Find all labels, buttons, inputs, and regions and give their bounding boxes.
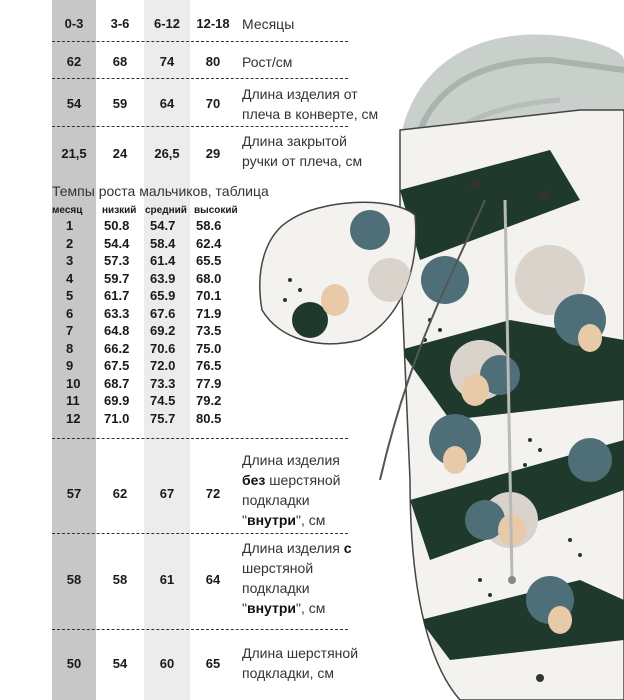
growth-cell: 69.2	[150, 323, 176, 338]
cell: 62	[66, 54, 82, 69]
label-length-envelope	[242, 84, 378, 124]
divider	[52, 41, 348, 42]
cell: 6-12	[153, 16, 181, 31]
bold-word: без	[242, 472, 266, 488]
size-row-months	[52, 16, 236, 31]
label-months: Месяцы	[242, 16, 295, 32]
growth-table-row	[52, 253, 252, 272]
cell: 26,5	[154, 146, 180, 161]
growth-cell: 11	[66, 393, 80, 408]
size-row-length-without-lining	[52, 486, 236, 501]
label-lining-length	[242, 643, 358, 683]
divider	[52, 533, 348, 534]
bold-word: внутри	[246, 512, 297, 528]
label-line: подкладки	[242, 580, 310, 596]
growth-cell: 68.0	[196, 270, 222, 286]
growth-cell: 67.5	[104, 358, 130, 373]
growth-cell: 70.6	[150, 340, 176, 356]
growth-cell: 57.3	[104, 253, 130, 268]
cell: 72	[205, 486, 221, 501]
cell: 29	[205, 146, 221, 161]
label-line	[242, 538, 352, 558]
size-row-arm-length	[52, 146, 236, 161]
cell: 59	[112, 96, 128, 111]
divider	[52, 629, 348, 630]
cell: 57	[66, 486, 82, 501]
growth-cell: 73.3	[150, 375, 176, 391]
growth-cell: 70.1	[196, 288, 222, 303]
label-line: Длина шерстяной	[242, 645, 359, 661]
growth-header-high: высокий	[194, 205, 238, 216]
cell: 54	[66, 96, 82, 111]
growth-cell: 73.5	[196, 323, 222, 338]
growth-cell: 58.6	[196, 218, 222, 233]
growth-cell: 7	[66, 323, 74, 338]
growth-header-month: месяц	[52, 205, 83, 216]
cell: 67	[159, 486, 175, 501]
growth-cell: 61.7	[104, 288, 130, 303]
divider	[52, 78, 348, 79]
growth-cell: 6	[66, 305, 74, 321]
cell: 74	[159, 54, 175, 69]
bold-word: внутри	[246, 600, 297, 616]
growth-cell: 2	[66, 235, 74, 251]
label-line: подкладки, см	[242, 665, 334, 681]
label-text: Длина изделия	[242, 540, 344, 556]
growth-cell: 74.5	[150, 393, 176, 408]
cell: 0-3	[64, 16, 84, 31]
cell: 61	[159, 572, 175, 587]
size-row-length-with-lining	[52, 572, 236, 587]
growth-cell: 64.8	[104, 323, 130, 338]
label-line	[242, 470, 340, 490]
growth-cell: 10	[66, 375, 81, 391]
growth-cell: 71.0	[104, 410, 130, 426]
label-line: шерстяной	[242, 560, 314, 576]
growth-header-low: низкий	[102, 205, 137, 216]
label-length-with-lining	[242, 538, 352, 618]
growth-cell: 72.0	[150, 358, 176, 373]
growth-table-row	[52, 376, 252, 395]
bold-word: с	[343, 540, 352, 556]
growth-cell: 50.8	[104, 218, 130, 233]
cell: 21,5	[61, 146, 87, 161]
growth-cell: 62.4	[196, 235, 222, 251]
label-text: шерстяной	[265, 472, 341, 488]
cell: 60	[159, 656, 175, 671]
growth-table-row	[52, 288, 252, 307]
growth-table-row	[52, 341, 252, 360]
growth-cell: 58.4	[150, 235, 176, 251]
growth-cell: 63.9	[150, 270, 176, 286]
growth-cell: 9	[66, 358, 74, 373]
cell: 24	[112, 146, 128, 161]
growth-cell: 65.5	[196, 253, 222, 268]
cell: 62	[112, 486, 128, 501]
growth-cell: 77.9	[196, 375, 222, 391]
growth-cell: 75.7	[150, 410, 176, 426]
cell: 68	[112, 54, 128, 69]
growth-cell: 63.3	[104, 305, 130, 321]
label-line: Длина изделия от	[242, 86, 358, 102]
growth-cell: 68.7	[104, 375, 130, 391]
growth-cell: 8	[66, 340, 74, 356]
size-row-lining-length	[52, 656, 236, 671]
label-arm-length	[242, 131, 362, 171]
growth-cell: 4	[66, 270, 74, 286]
divider	[52, 126, 348, 127]
cell: 65	[205, 656, 221, 671]
label-line: плеча в конверте, см	[242, 106, 379, 122]
growth-table-title: Темпы роста мальчиков, таблица	[52, 183, 269, 199]
growth-table-row	[52, 411, 252, 430]
label-line: подкладки	[242, 492, 310, 508]
growth-cell: 67.6	[150, 305, 176, 321]
growth-table-row	[52, 271, 252, 290]
growth-cell: 54.4	[104, 235, 130, 251]
growth-cell: 66.2	[104, 340, 130, 356]
cell: 64	[159, 96, 175, 111]
growth-table-row	[52, 236, 252, 255]
cell: 12-18	[196, 16, 230, 31]
label-line: Длина закрытой	[242, 133, 347, 149]
growth-cell: 54.7	[150, 218, 176, 233]
growth-table-row	[52, 323, 252, 342]
cell: 70	[205, 96, 221, 111]
cell: 54	[112, 656, 128, 671]
cell: 58	[66, 572, 82, 587]
label-line: "внутри", см	[242, 512, 326, 528]
size-row-height	[52, 54, 236, 69]
growth-cell: 1	[66, 218, 74, 233]
label-line: "внутри", см	[242, 600, 326, 616]
label-length-without-lining	[242, 450, 340, 530]
growth-table-row	[52, 393, 252, 412]
cell: 3-6	[110, 16, 130, 31]
growth-table-row	[52, 218, 252, 237]
cell: 58	[112, 572, 128, 587]
growth-cell: 3	[66, 253, 74, 268]
divider	[52, 438, 348, 439]
cell: 80	[205, 54, 221, 69]
cell: 50	[66, 656, 82, 671]
cell: 64	[205, 572, 221, 587]
growth-cell: 75.0	[196, 340, 222, 356]
growth-cell: 71.9	[196, 305, 222, 321]
label-line: ручки от плеча, см	[242, 153, 363, 169]
growth-cell: 76.5	[196, 358, 222, 373]
growth-cell: 69.9	[104, 393, 130, 408]
label-line: Длина изделия	[242, 452, 340, 468]
growth-cell: 65.9	[150, 288, 176, 303]
growth-cell: 59.7	[104, 270, 130, 286]
growth-cell: 61.4	[150, 253, 176, 268]
growth-cell: 80.5	[196, 410, 222, 426]
growth-header-mid: средний	[145, 205, 187, 216]
label-height: Рост/см	[242, 54, 293, 70]
growth-table-row	[52, 306, 252, 325]
growth-cell: 5	[66, 288, 74, 303]
growth-cell: 79.2	[196, 393, 222, 408]
size-row-length-envelope	[52, 96, 236, 111]
growth-cell: 12	[66, 410, 81, 426]
growth-table-row	[52, 358, 252, 377]
